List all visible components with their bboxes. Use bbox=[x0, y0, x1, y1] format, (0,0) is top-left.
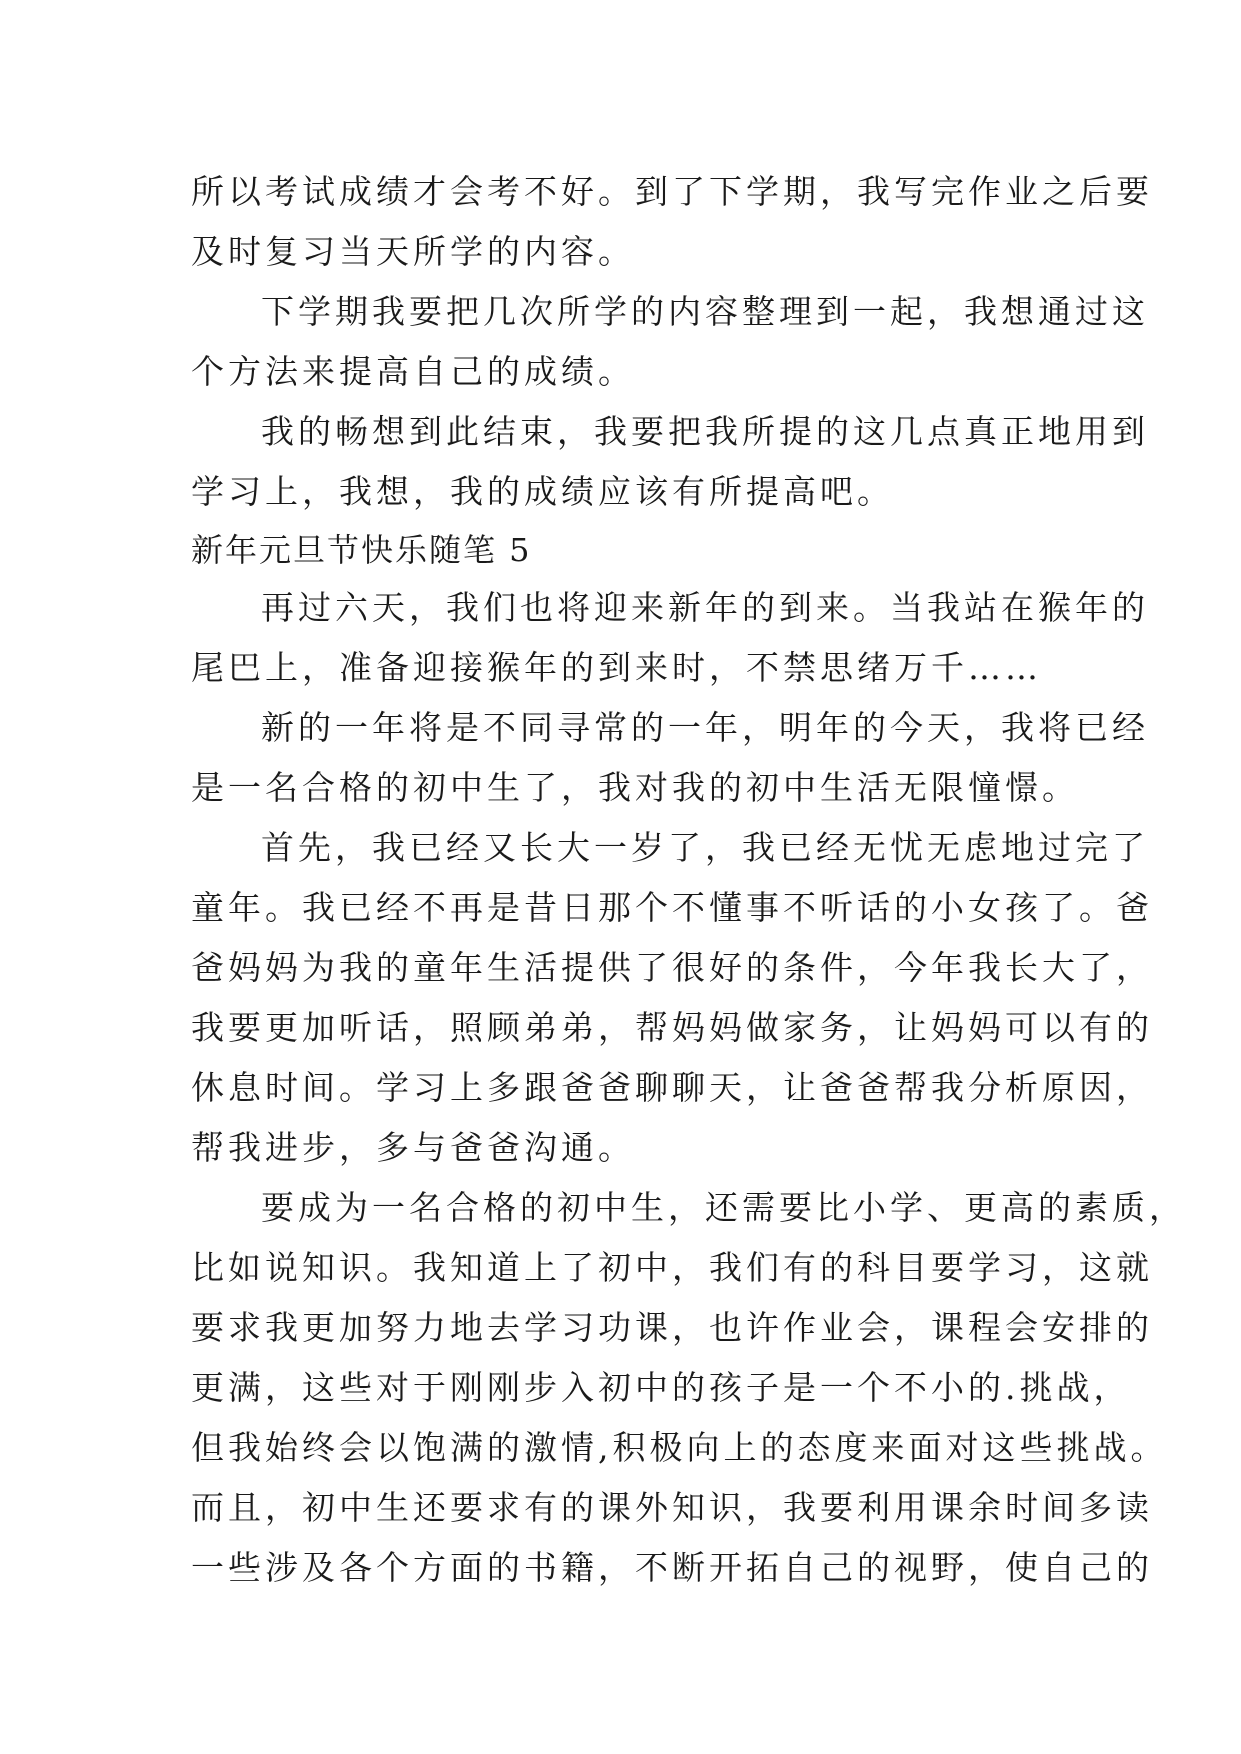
text-line: 我的畅想到此结束，我要把我所提的这几点真正地用到 bbox=[261, 412, 1149, 451]
text-line: 学习上，我想，我的成绩应该有所提高吧。 bbox=[191, 472, 894, 511]
text-line: 尾巴上，准备迎接猴年的到来时，不禁思绪万千…… bbox=[191, 648, 1042, 687]
text-line: 是一名合格的初中生了，我对我的初中生活无限憧憬。 bbox=[191, 768, 1079, 807]
text-line: 首先，我已经又长大一岁了，我已经无忧无虑地过完了 bbox=[261, 828, 1149, 867]
text-line: 但我始终会以饱满的激情,积极向上的态度来面对这些挑战。 bbox=[191, 1428, 1168, 1467]
text-line: 比如说知识。我知道上了初中，我们有的科目要学习，这就 bbox=[191, 1248, 1153, 1287]
text-line: 要成为一名合格的初中生，还需要比小学、更高的素质， bbox=[261, 1188, 1186, 1227]
text-line: 休息时间。学习上多跟爸爸聊聊天，让爸爸帮我分析原因， bbox=[191, 1068, 1153, 1107]
text-line: 帮我进步，多与爸爸沟通。 bbox=[191, 1128, 635, 1167]
text-line: 童年。我已经不再是昔日那个不懂事不听话的小女孩了。爸 bbox=[191, 888, 1153, 927]
text-line: 我要更加听话，照顾弟弟，帮妈妈做家务，让妈妈可以有的 bbox=[191, 1008, 1153, 1047]
text-line: 新的一年将是不同寻常的一年，明年的今天，我将已经 bbox=[261, 708, 1149, 747]
text-line: 要求我更加努力地去学习功课，也许作业会，课程会安排的 bbox=[191, 1308, 1153, 1347]
text-line: 爸妈妈为我的童年生活提供了很好的条件，今年我长大了， bbox=[191, 948, 1153, 987]
text-line: 下学期我要把几次所学的内容整理到一起，我想通过这 bbox=[261, 292, 1149, 331]
text-line: 一些涉及各个方面的书籍，不断开拓自己的视野，使自己的 bbox=[191, 1548, 1153, 1587]
text-line: 及时复习当天所学的内容。 bbox=[191, 232, 635, 271]
text-line: 再过六天，我们也将迎来新年的到来。当我站在猴年的 bbox=[261, 588, 1149, 627]
text-line: 所以考试成绩才会考不好。到了下学期，我写完作业之后要 bbox=[191, 172, 1153, 211]
text-line: 而且，初中生还要求有的课外知识，我要利用课余时间多读 bbox=[191, 1488, 1153, 1527]
text-line: 更满，这些对于刚刚步入初中的孩子是一个不小的.挑战， bbox=[191, 1368, 1131, 1407]
text-line: 个方法来提高自己的成绩。 bbox=[191, 352, 635, 391]
document-body bbox=[191, 162, 1186, 1598]
section-heading: 新年元旦节快乐随笔 5 bbox=[191, 531, 532, 569]
